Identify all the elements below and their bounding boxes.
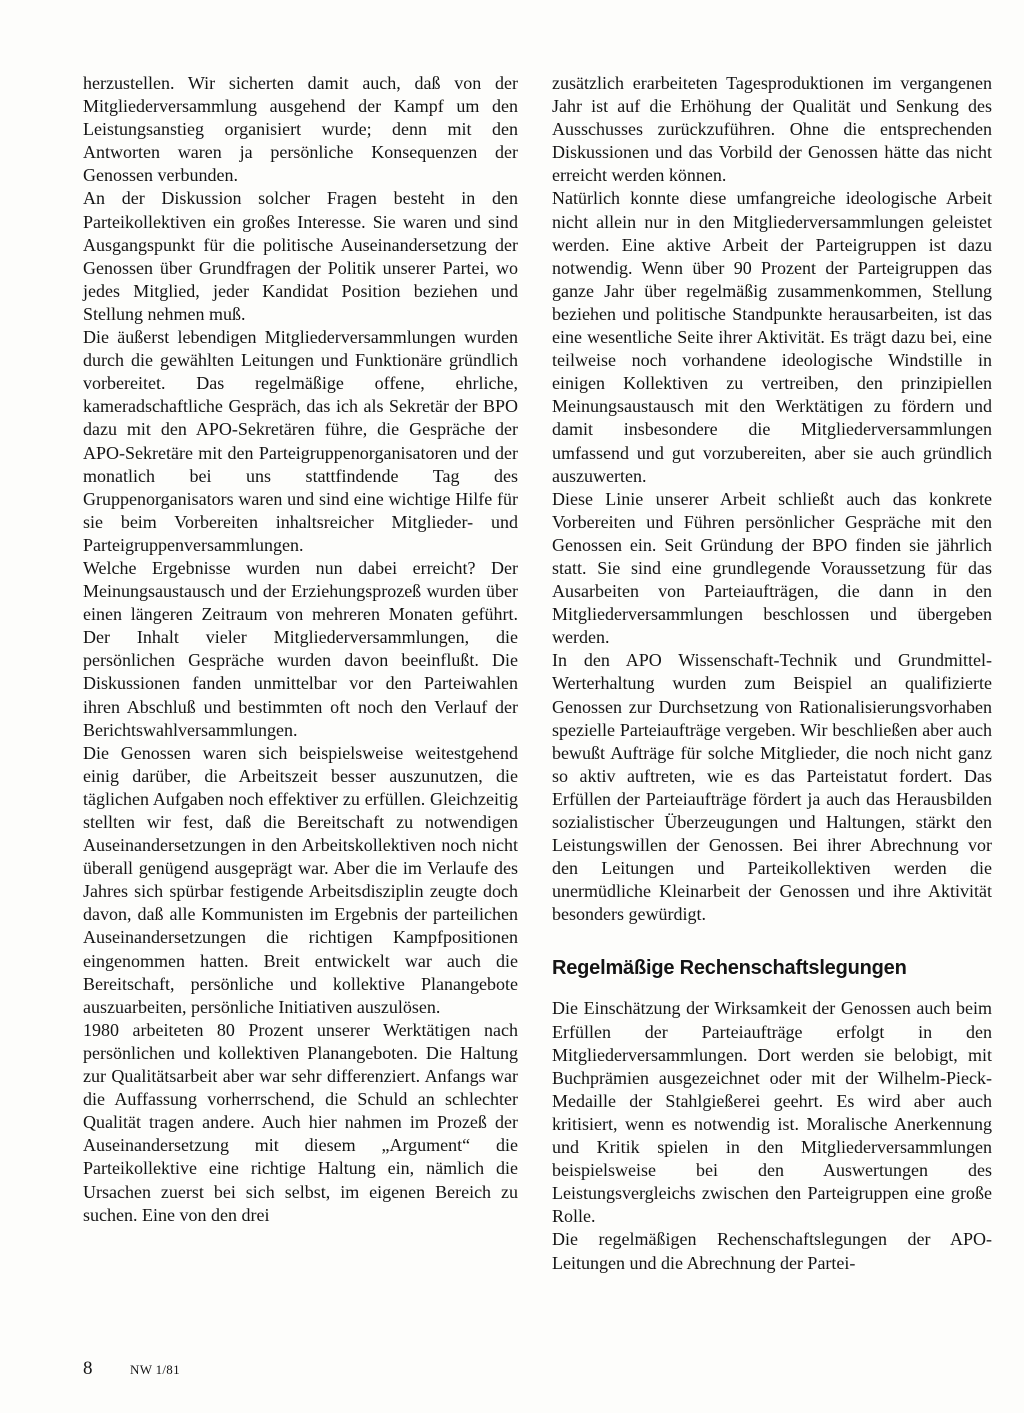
left-text-column — [83, 72, 518, 1227]
page-number: 8 — [83, 1358, 93, 1379]
section-heading: Regelmäßige Rechenschaftslegungen — [552, 957, 907, 980]
body-paragraph: Die äußerst lebendigen Mitgliederversammlungen wurden durch die gewählten Leitungen und Funktionäre gründlich vorbereitet. Das regelmäßige offene, ehrliche, kameradschaftliche Gespräch, das ich als Sekretär der BPO dazu mit den APO-Sekretären führe, die Gespräche der APO-Sekretäre mit den Parteigruppenorganisatoren und der monatlich bei uns stattfindende Tag des Gruppenorganisators waren und sind eine wichtige Hilfe für sie beim Vorbereiten inhaltsreicher Mitglieder- und Parteigruppenversammlungen. — [83, 327, 518, 555]
body-paragraph: 1980 arbeiteten 80 Prozent unserer Werktätigen nach persönlichen und kollektiven Planangeboten. Die Haltung zur Qualitätsarbeit aber war sehr differenziert. Anfangs war die Auffassung vorherrschend, die Schuld an schlechter Qualität tragen andere. Auch hier nahmen im Prozeß der Auseinandersetzung mit diesem „Argument“ die Parteikollektive eine richtige Haltung ein, nämlich die Ursachen zuerst bei sich selbst, im eigenen Bereich zu suchen. Eine von den drei — [83, 1019, 518, 1225]
body-paragraph: Die Einschätzung der Wirksamkeit der Genossen auch beim Erfüllen der Parteiaufträge erfolgt in den Mitgliederversammlungen. Dort werden sie belobigt, mit Buchprämien ausgezeichnet oder mit der Wilhelm-Pieck-Medaille der Stahlgießerei geehrt. Es wird aber auch kritisiert, wenn es notwendig ist. Moralische Anerkennung und Kritik spielen in den Mitgliederversammlungen beispielsweise bei den Auswertungen des Leistungsvergleichs zwischen den Parteigruppen eine große Rolle. — [552, 998, 992, 1227]
body-paragraph: zusätzlich erarbeiteten Tagesproduktionen im vergangenen Jahr ist auf die Erhöhung der Qualität und Senkung des Ausschusses zurückzuführen. Ohne die entsprechenden Diskussionen und das Vorbild der Genossen hätte das nicht erreicht werden können. — [552, 73, 992, 186]
journal-reference: NW 1/81 — [130, 1362, 180, 1377]
body-paragraph: Die Genossen waren sich beispielsweise weitestgehend einig darüber, die Arbeitszeit besser auszunutzen, die täglichen Aufgaben noch effektiver zu erfüllen. Gleichzeitig stellten wir fest, daß die Bereitschaft zu notwendigen Auseinandersetzungen in den Arbeitskollektiven noch nicht überall genügend ausgeprägt war. Aber die im Verlaufe des Jahres sich spürbar festigende Arbeitsdisziplin zeugte doch davon, daß alle Kommunisten im Ergebnis der parteilichen Auseinandersetzungen die richtigen Kampfpositionen eingenommen hatten. Breit entwickelt war auch die Bereitschaft, persönliche und kollektive Planangebote auszuarbeiten, persönliche Initiativen auszulösen. — [83, 742, 518, 1017]
body-paragraph: Natürlich konnte diese umfangreiche ideologische Arbeit nicht allein nur in den Mitgliederversammlungen geleistet werden. Eine aktive Arbeit der Parteigruppen ist dazu notwendig. Wenn über 90 Prozent der Parteigruppen das ganze Jahr über regelmäßig zusammenkommen, Stellung beziehen und politische Standpunkte herausarbeiten, ist das eine wesentliche Seite ihrer Aktivität. Es trägt dazu bei, eine teilweise noch vorhandene ideologische Windstille in einigen Kollektiven zu vertreiben, den prinzipiellen Meinungsaustausch mit den Werktätigen zu fördern und damit insbesondere die Mitgliederversammlungen umfassend und gut vorzubereiten, aber sie auch gründlich auszuwerten. — [552, 188, 992, 486]
body-paragraph: Diese Linie unserer Arbeit schließt auch das konkrete Vorbereiten und Führen persönlicher Gespräche mit den Genossen ein. Seit Gründung der BPO finden sie jährlich statt. Sie sind eine grundlegende Voraussetzung für das Ausarbeiten von Parteiaufträgen, die dann in den Mitgliederversammlungen beschlossen und übergeben werden. — [552, 488, 992, 648]
body-paragraph: In den APO Wissenschaft-Technik und Grundmittel-Werterhaltung wurden zum Beispiel an qualifizierte Genossen zur Durchsetzung von Rationalisierungsvorhaben spezielle Parteiaufträge vergeben. Wir beschließen aber auch bewußt Aufträge für solche Mitglieder, die noch nicht ganz so aktiv auftreten, wie es das Parteistatut fordert. Das Erfüllen der Parteiaufträge fördert ja auch das Herausbilden sozialistischer Überzeugungen und Haltungen, stärkt den Leistungswillen der Genossen. Bei ihrer Abrechnung vor den Leitungen und Parteikollektiven werden die unermüdliche Kleinarbeit der Genossen und ihre Aktivität besonders gewürdigt. — [552, 650, 992, 925]
body-paragraph: Welche Ergebnisse wurden nun dabei erreicht? Der Meinungsaustausch und der Erziehungsprozeß wurden über einen längeren Zeitraum von mehreren Monaten geführt. Der Inhalt vieler Mitgliederversammlungen, die persönlichen Gespräche wurden davon beeinflußt. Die Diskussionen fanden unmittelbar vor den Parteiwahlen ihren Abschluß und bestimmten oft noch den Verlauf der Berichtswahlversammlungen. — [83, 557, 518, 740]
right-text-column — [552, 72, 992, 1275]
body-paragraph: herzustellen. Wir sicherten damit auch, daß von der Mitgliederversammlung ausgehend der Kampf um den Leistungsanstieg organisiert wurde; denn mit den Antworten waren ja persönliche Konsequenzen der Genossen verbunden. — [83, 73, 518, 186]
body-paragraph: Die regelmäßigen Rechenschaftslegungen der APO-Leitungen und die Abrechnung der Partei- — [552, 1229, 992, 1273]
body-paragraph: An der Diskussion solcher Fragen besteht in den Parteikollektiven ein großes Interesse. Sie waren und sind Ausgangspunkt für die politische Auseinandersetzung der Genossen über Grundfragen der Politik unserer Partei, wo jedes Mitglied, jeder Kandidat Position beziehen und Stellung nehmen muß. — [83, 188, 518, 324]
